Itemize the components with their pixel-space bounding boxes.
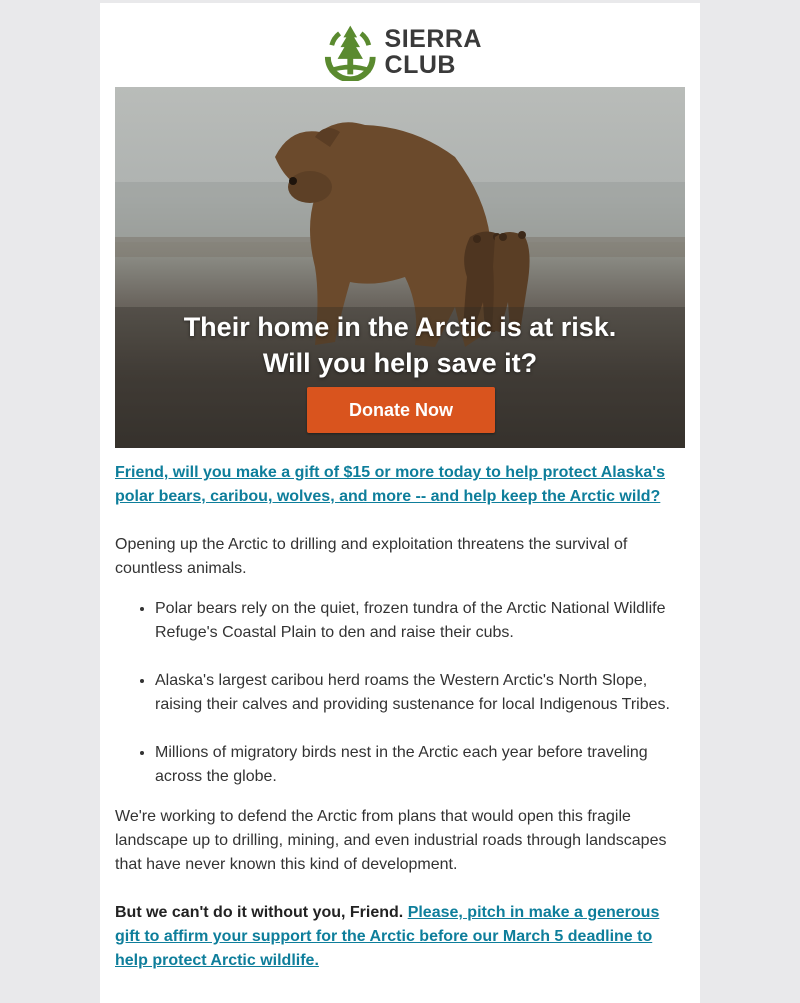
email-content [115, 461, 685, 973]
tree-icon [322, 23, 379, 81]
sierra-club-logo[interactable] [322, 21, 482, 83]
paragraph-3 [115, 901, 685, 973]
paragraph-1: Opening up the Arctic to drilling and exploitation threatens the survival of countless animals. [115, 536, 628, 577]
hero-headline-line2: Will you help save it? [262, 348, 538, 378]
hero-headline [115, 309, 685, 381]
list-item: • Polar bears rely on the quiet, frozen tundra of the Arctic National Wildlife Refuge's Coastal Plain to den and raise their cubs. [155, 597, 685, 645]
animal-list [115, 597, 685, 789]
logo-line1: SIERRA [384, 25, 482, 53]
appeal-text: But we can't do it without you, Friend. [115, 904, 408, 921]
paragraph-2: We're working to defend the Arctic from plans that would open this fragile landscape up to drilling, mining, and even industrial roads through landscapes that have never known this kind of development. [115, 808, 667, 873]
logo-line2: CLUB [384, 51, 456, 79]
hero-headline-line1: Their home in the Arctic is at risk. [183, 312, 617, 342]
generous-gift-link[interactable]: Please, pitch in make a generous gift to affirm your support for the Arctic before our March 5 deadline to help protect Arctic wildlife. [115, 904, 660, 969]
intro-gift-link[interactable]: Friend, will you make a gift of $15 or more today to help protect Alaska's polar bears, caribou, wolves, and more -- and help keep the Arctic wild? [115, 464, 666, 505]
hero-banner[interactable] [115, 87, 685, 448]
list-item: • Alaska's largest caribou herd roams the Western Arctic's North Slope, raising their calves and providing sustenance for local Indigenous Tribes. [155, 669, 685, 717]
logo-wordmark [385, 26, 482, 78]
email-body [100, 3, 700, 1003]
donate-now-button[interactable]: Donate Now [307, 387, 495, 433]
list-item: • Millions of migratory birds nest in the Arctic each year before traveling across the globe. [155, 741, 685, 789]
